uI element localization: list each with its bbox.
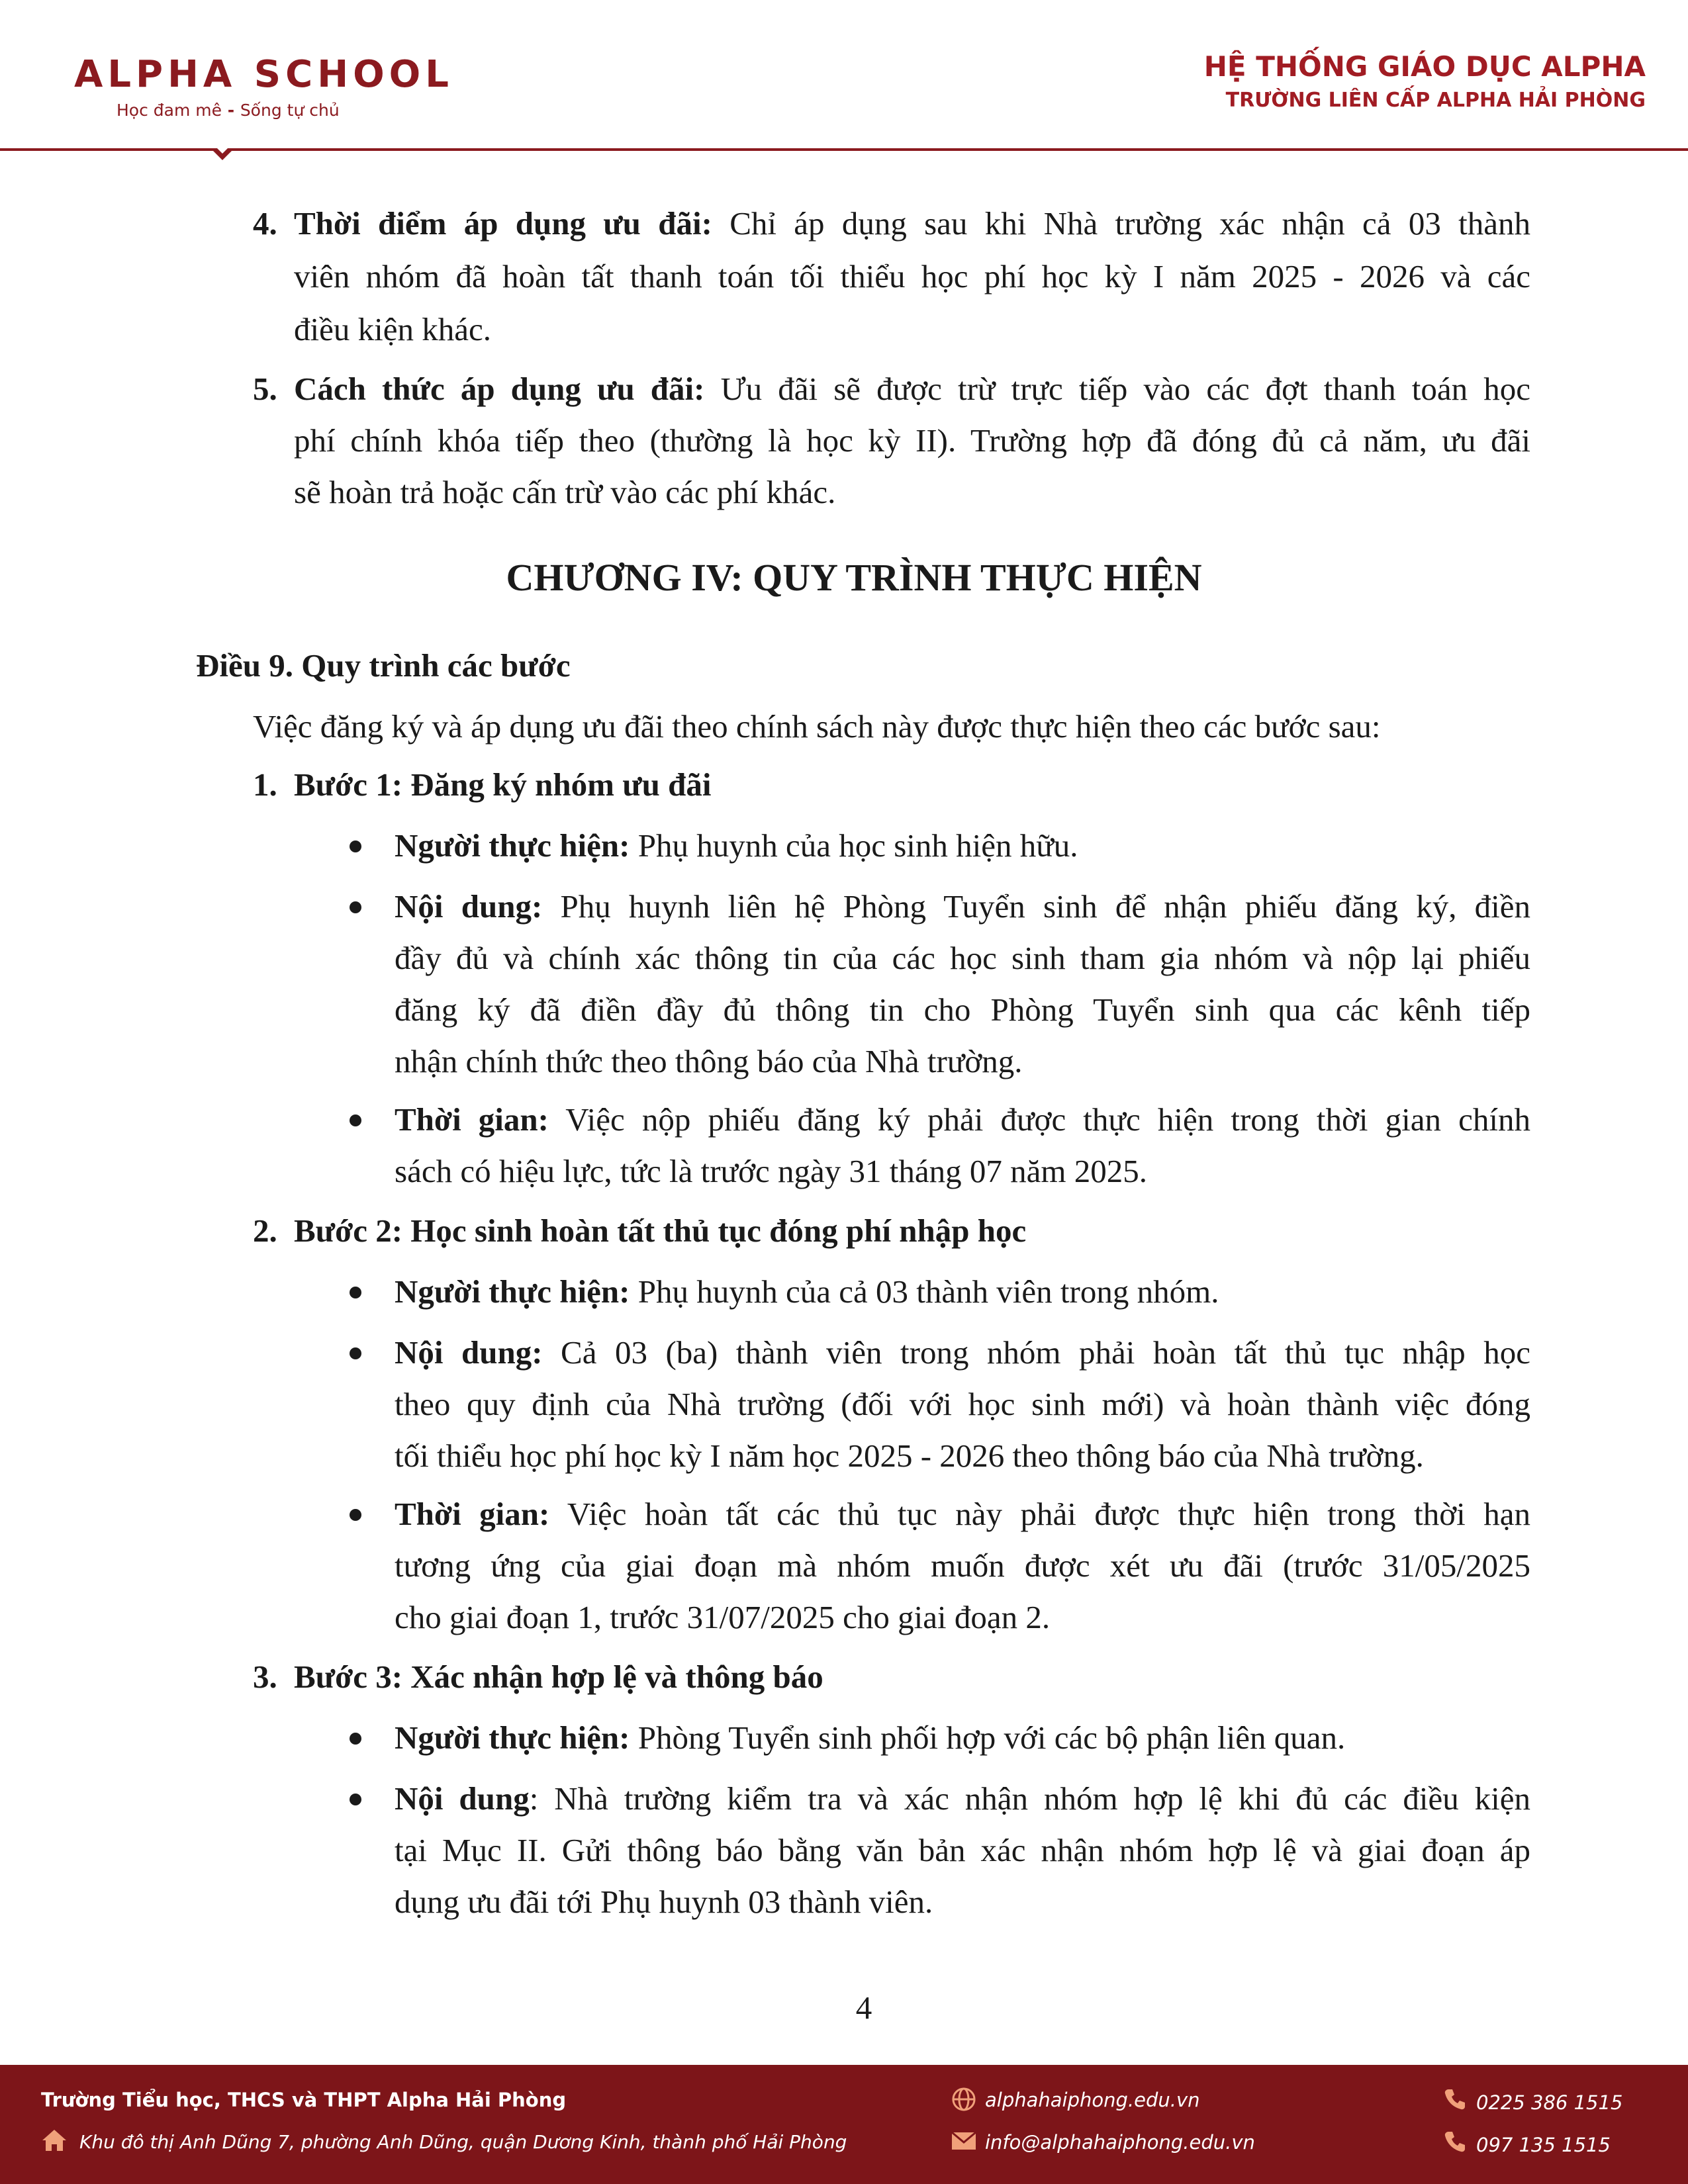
bullet-line: cho giai đoạn 1, trước 31/07/2025 cho giai đoạn 2. — [395, 1599, 1051, 1635]
bullet-dot — [350, 1509, 361, 1521]
bullet-label: Người thực hiện: — [395, 1719, 630, 1756]
phone-icon — [1443, 2130, 1467, 2154]
globe-icon — [951, 2086, 977, 2113]
bullet-label: Thời gian: — [395, 1101, 549, 1138]
bullet-line — [395, 826, 1078, 866]
footer-email[interactable]: info@alphahaiphong.edu.vn — [985, 2131, 1255, 2154]
phone-icon — [1443, 2087, 1467, 2111]
bullet-line — [395, 1272, 1219, 1312]
slogan-part-a: Học đam mê — [117, 101, 222, 120]
bullet-line — [395, 1779, 1530, 1819]
item-line: sẽ hoàn trả hoặc cấn trừ vào các phí khác. — [294, 474, 836, 510]
footer-phone-primary[interactable]: 0225 386 1515 — [1476, 2091, 1623, 2114]
bullet-line — [395, 1333, 1530, 1373]
item-number: 4. — [253, 205, 277, 242]
bullet-text: Việc nộp phiếu đăng ký phải được thực hiện trong thời gian chính — [548, 1101, 1530, 1138]
step-number: 3. — [253, 1659, 277, 1695]
bullet-dot — [350, 1794, 361, 1805]
bullet-text: Việc hoàn tất các thủ tục này phải được thực hiện trong thời hạn — [549, 1496, 1530, 1532]
bullet-label: Nội dung: — [395, 1334, 543, 1371]
item-label: Cách thức áp dụng ưu đãi: — [294, 371, 705, 407]
home-icon — [41, 2128, 68, 2152]
bullet-label: Người thực hiện: — [395, 827, 630, 864]
bullet-line: tối thiểu học phí học kỳ I năm học 2025 - 2026 theo thông báo của Nhà trường. — [395, 1437, 1424, 1474]
bullet-label: Người thực hiện: — [395, 1273, 630, 1310]
bullet-line: theo quy định của Nhà trường (đối với học sinh mới) và hoàn thành việc đóng — [395, 1386, 1530, 1422]
bullet-dot — [350, 1347, 361, 1359]
bullet-label: Nội dung — [395, 1780, 530, 1817]
org-name: HỆ THỐNG GIÁO DỤC ALPHA — [1203, 50, 1646, 83]
step-title: Bước 2: Học sinh hoàn tất thủ tục đóng phí nhập học — [294, 1212, 1027, 1249]
bullet-dot — [350, 1733, 361, 1745]
footer-phone-secondary[interactable]: 097 135 1515 — [1476, 2134, 1611, 2156]
item-text: Chỉ áp dụng sau khi Nhà trường xác nhận cả 03 thành — [712, 205, 1530, 242]
bullet-label: Thời gian: — [395, 1496, 550, 1532]
item-text: Ưu đãi sẽ được trừ trực tiếp vào các đợt thanh toán học — [704, 371, 1530, 407]
bullet-line — [395, 1100, 1530, 1140]
slogan-separator: - — [222, 101, 240, 120]
bullet-text: Phụ huynh của học sinh hiện hữu. — [630, 827, 1078, 864]
step-title: Bước 3: Xác nhận hợp lệ và thông báo — [294, 1659, 823, 1695]
item-line — [294, 204, 1530, 244]
bullet-dot — [350, 1115, 361, 1126]
bullet-line — [395, 1718, 1345, 1758]
footer-school-name: Trường Tiểu học, THCS và THPT Alpha Hải Phòng — [41, 2089, 567, 2111]
item-number: 5. — [253, 371, 277, 407]
slogan-part-b: Sống tự chủ — [240, 101, 340, 120]
article-title: Điều 9. Quy trình các bước — [196, 647, 571, 684]
item-line: viên nhóm đã hoàn tất thanh toán tối thiểu học phí học kỳ I năm 2025 - 2026 và các — [294, 258, 1530, 295]
item-line: điều kiện khác. — [294, 311, 491, 347]
bullet-line: đầy đủ và chính xác thông tin của các học sinh tham gia nhóm và nộp lại phiếu — [395, 940, 1530, 976]
org-subtitle: TRƯỜNG LIÊN CẤP ALPHA HẢI PHÒNG — [1225, 89, 1646, 112]
bullet-line: tại Mục II. Gửi thông báo bằng văn bản xác nhận nhóm hợp lệ và giai đoạn áp — [395, 1832, 1530, 1868]
bullet-line: nhận chính thức theo thông báo của Nhà trường. — [395, 1043, 1023, 1079]
item-line: phí chính khóa tiếp theo (thường là học kỳ II). Trường hợp đã đóng đủ cả năm, ưu đãi — [294, 422, 1530, 459]
step-number: 2. — [253, 1212, 277, 1249]
bullet-text: Phòng Tuyển sinh phối hợp với các bộ phận liên quan. — [630, 1719, 1346, 1756]
step-title: Bước 1: Đăng ký nhóm ưu đãi — [294, 766, 712, 803]
bullet-text: Cả 03 (ba) thành viên trong nhóm phải hoàn tất thủ tục nhập học — [542, 1334, 1530, 1371]
intro-paragraph: Việc đăng ký và áp dụng ưu đãi theo chính sách này được thực hiện theo các bước sau: — [253, 708, 1381, 745]
bullet-line: tương ứng của giai đoạn mà nhóm muốn được xét ưu đãi (trước 31/05/2025 — [395, 1547, 1530, 1584]
bullet-dot — [350, 901, 361, 913]
page-number: 4 — [855, 1989, 872, 2026]
bullet-label: Nội dung: — [395, 888, 543, 925]
page-header — [0, 0, 1688, 162]
school-logo-title: ALPHA SCHOOL — [74, 53, 453, 96]
bullet-line — [395, 887, 1530, 927]
header-divider — [0, 148, 1688, 151]
bullet-dot — [350, 841, 361, 852]
bullet-dot — [350, 1287, 361, 1298]
header-notch-marker — [211, 148, 234, 160]
bullet-line: đăng ký đã điền đầy đủ thông tin cho Phòng Tuyển sinh qua các kênh tiếp — [395, 991, 1530, 1028]
bullet-text: Phụ huynh của cả 03 thành viên trong nhóm. — [630, 1273, 1219, 1310]
mail-icon — [951, 2131, 977, 2151]
page-footer — [0, 2065, 1688, 2184]
footer-address: Khu đô thị Anh Dũng 7, phường Anh Dũng, quận Dương Kinh, thành phố Hải Phòng — [79, 2131, 847, 2153]
bullet-text: Phụ huynh liên hệ Phòng Tuyển sinh để nhận phiếu đăng ký, điền — [542, 888, 1531, 925]
school-slogan — [117, 101, 340, 120]
step-number: 1. — [253, 766, 277, 803]
item-line — [294, 369, 1530, 409]
bullet-line: dụng ưu đãi tới Phụ huynh 03 thành viên. — [395, 1884, 933, 1920]
bullet-line: sách có hiệu lực, tức là trước ngày 31 tháng 07 năm 2025. — [395, 1153, 1148, 1189]
bullet-line — [395, 1494, 1530, 1534]
item-label: Thời điểm áp dụng ưu đãi: — [294, 205, 712, 242]
bullet-text: : Nhà trường kiểm tra và xác nhận nhóm hợp lệ khi đủ các điều kiện — [529, 1780, 1530, 1817]
footer-website[interactable]: alphahaiphong.edu.vn — [985, 2089, 1200, 2111]
chapter-title: CHƯƠNG IV: QUY TRÌNH THỰC HIỆN — [506, 556, 1202, 599]
